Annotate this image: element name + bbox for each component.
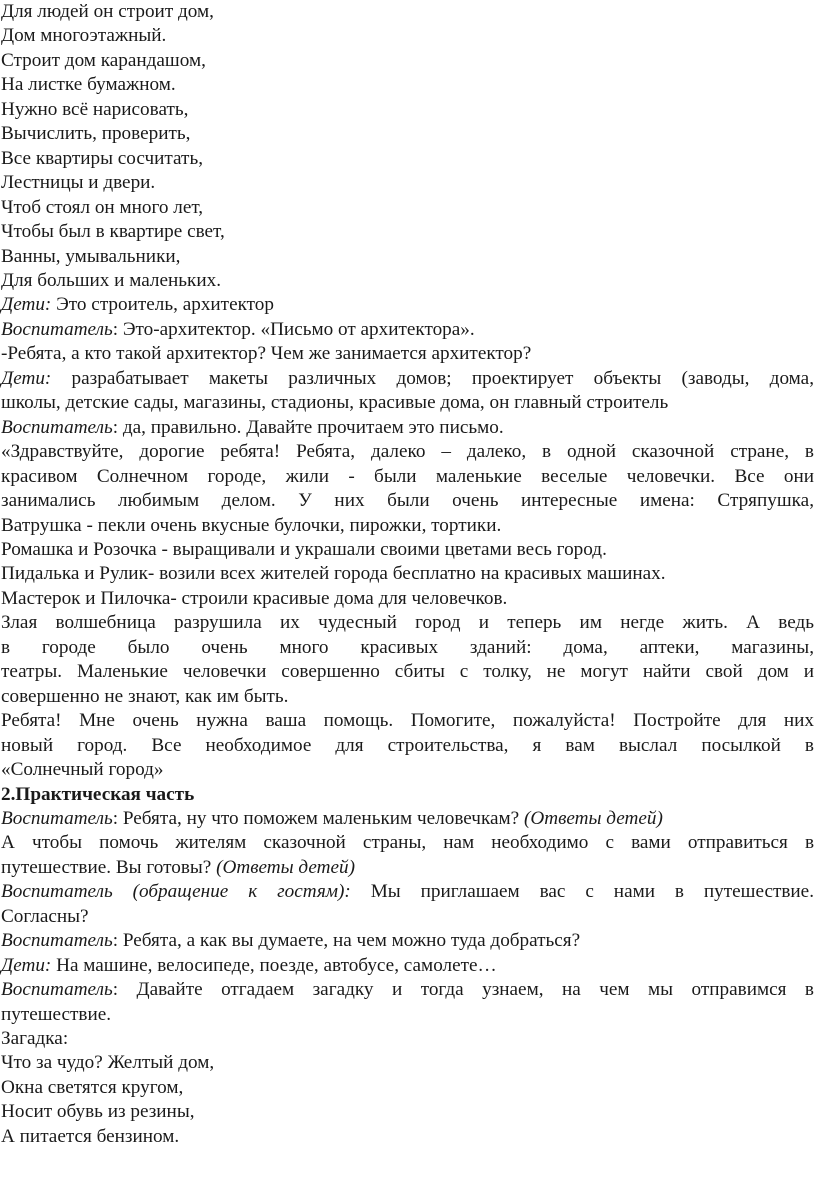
text-line: [1, 196, 814, 220]
dialogue-line: [1, 318, 814, 342]
text-line: [1, 147, 814, 171]
line-text: путешествие.: [1, 1003, 112, 1025]
speaker-label: Воспитатель (обращение к гостям):: [1, 881, 351, 903]
line-text: совершенно не знают, как им быть.: [1, 685, 289, 707]
text-line: [1, 1027, 814, 1051]
remark-text: (Ответы детей): [523, 807, 663, 829]
line-text: Окна светятся кругом,: [1, 1076, 184, 1098]
dialogue-line: [1, 367, 814, 391]
line-text: : Ребята, а как вы думаете, на чем можно туда добраться?: [112, 930, 581, 952]
line-text: красивом Солнечном городе, жили - были маленькие веселые человечки. Все они: [1, 465, 814, 487]
line-text: А чтобы помочь жителям сказочной страны, нам необходимо с вами отправиться в: [1, 832, 814, 854]
line-text: «Здравствуйте, дорогие ребята! Ребята, далеко – далеко, в одной сказочной стране, в: [1, 441, 814, 463]
line-text: «Солнечный город»: [1, 759, 164, 781]
dialogue-line: [1, 880, 814, 904]
speaker-label: Воспитатель: [1, 416, 113, 438]
line-text: : Давайте отгадаем загадку и тогда узнаем, на чем мы отправимся в: [112, 979, 814, 1001]
text-line: [1, 1003, 814, 1027]
line-text: Дом многоэтажный.: [1, 25, 167, 47]
line-text: Пидалька и Рулик- возили всех жителей города бесплатно на красивых машинах.: [1, 563, 666, 585]
text-line: [1, 514, 814, 538]
dialogue-line: [1, 954, 814, 978]
line-text: : Это-архитектор. «Письмо от архитектора».: [112, 318, 475, 340]
document-page: [1, 0, 814, 1149]
line-text: театры. Маленькие человечки совершенно сбиты с толку, не могут найти свой дом и: [1, 661, 814, 683]
line-text: Мастерок и Пилочка- строили красивые дома для человечков.: [1, 587, 508, 609]
text-line: [1, 1051, 814, 1075]
line-text: школы, детские сады, магазины, стадионы, красивые дома, он главный строитель: [1, 392, 669, 414]
line-text: Загадка:: [1, 1028, 69, 1050]
text-line: [1, 734, 814, 758]
text-line: [1, 562, 814, 586]
text-line: [1, 1100, 814, 1124]
text-line: [1, 538, 814, 562]
remark-text: (Ответы детей): [216, 856, 355, 878]
line-text: Что за чудо? Желтый дом,: [1, 1052, 215, 1074]
line-text: : да, правильно. Давайте прочитаем это письмо.: [112, 416, 504, 438]
line-text: разрабатывает макеты различных домов; проектирует объекты (заводы, дома,: [51, 367, 814, 389]
text-line: [1, 758, 814, 782]
speaker-label: Воспитатель: [1, 930, 113, 952]
text-line: [1, 856, 814, 880]
line-text: Строит дом карандашом,: [1, 49, 206, 71]
text-line: [1, 49, 814, 73]
text-line: [1, 98, 814, 122]
line-text: -Ребята, а кто такой архитектор? Чем же занимается архитектор?: [1, 343, 532, 365]
text-line: [1, 0, 814, 24]
line-text: Чтоб стоял он много лет,: [1, 196, 204, 218]
line-text: : Ребята, ну что поможем маленьким человечкам?: [112, 807, 524, 829]
text-line: [1, 465, 814, 489]
line-text: А питается бензином.: [1, 1125, 180, 1147]
line-text: Согласны?: [1, 905, 89, 927]
line-text: Для больших и маленьких.: [1, 269, 222, 291]
text-line: [1, 245, 814, 269]
line-text: новый город. Все необходимое для строительства, я вам выслал посылкой в: [1, 734, 814, 756]
line-text: Лестницы и двери.: [1, 172, 156, 194]
speaker-label: Воспитатель: [1, 807, 113, 829]
line-text: путешествие. Вы готовы?: [1, 856, 217, 878]
text-line: [1, 1076, 814, 1100]
dialogue-line: [1, 807, 814, 831]
line-text: Ребята! Мне очень нужна ваша помощь. Помогите, пожалуйста! Постройте для них: [1, 710, 814, 732]
text-line: [1, 905, 814, 929]
line-text: Носит обувь из резины,: [1, 1101, 195, 1123]
line-text: занимались любимым делом. У них были очень интересные имена: Стряпушка,: [1, 490, 814, 512]
text-line: [1, 342, 814, 366]
line-text: Для людей он строит дом,: [1, 1, 214, 22]
dialogue-line: [1, 929, 814, 953]
text-line: [1, 489, 814, 513]
section-heading: [1, 783, 814, 807]
speaker-label: Воспитатель: [1, 318, 113, 340]
text-line: [1, 24, 814, 48]
dialogue-line: [1, 978, 814, 1002]
line-text: Вычислить, проверить,: [1, 123, 191, 145]
text-line: [1, 122, 814, 146]
text-line: [1, 587, 814, 611]
text-line: [1, 685, 814, 709]
line-text: На листке бумажном.: [1, 74, 176, 96]
text-line: [1, 269, 814, 293]
text-line: [1, 636, 814, 660]
text-line: [1, 73, 814, 97]
text-line: [1, 660, 814, 684]
line-text: Ромашка и Розочка - выращивали и украшали своими цветами весь город.: [1, 538, 607, 560]
line-text: в городе было очень много красивых зданий: дома, аптеки, магазины,: [1, 636, 814, 658]
speaker-label: Дети:: [1, 367, 52, 389]
line-text: На машине, велосипеде, поезде, автобусе, самолете…: [51, 954, 497, 976]
text-line: [1, 220, 814, 244]
text-line: [1, 611, 814, 635]
line-text: Все квартиры сосчитать,: [1, 147, 203, 169]
line-text: Ванны, умывальники,: [1, 245, 181, 267]
speaker-label: Воспитатель: [1, 979, 113, 1001]
line-text: Это строитель, архитектор: [51, 294, 274, 316]
text-line: [1, 831, 814, 855]
text-line: [1, 440, 814, 464]
text-line: [1, 1125, 814, 1149]
text-line: [1, 171, 814, 195]
line-text: Чтобы был в квартире свет,: [1, 221, 225, 243]
text-line: [1, 709, 814, 733]
dialogue-line: [1, 293, 814, 317]
line-text: Злая волшебница разрушила их чудесный город и теперь им негде жить. А ведь: [1, 612, 814, 634]
text-line: [1, 391, 814, 415]
heading-text: 2.Практическая часть: [1, 783, 195, 805]
line-text: Нужно всё нарисовать,: [1, 98, 189, 120]
line-text: Мы приглашаем вас с нами в путешествие.: [350, 881, 814, 903]
speaker-label: Дети:: [1, 954, 52, 976]
speaker-label: Дети:: [1, 294, 52, 316]
line-text: Ватрушка - пекли очень вкусные булочки, пирожки, тортики.: [1, 514, 502, 536]
dialogue-line: [1, 416, 814, 440]
